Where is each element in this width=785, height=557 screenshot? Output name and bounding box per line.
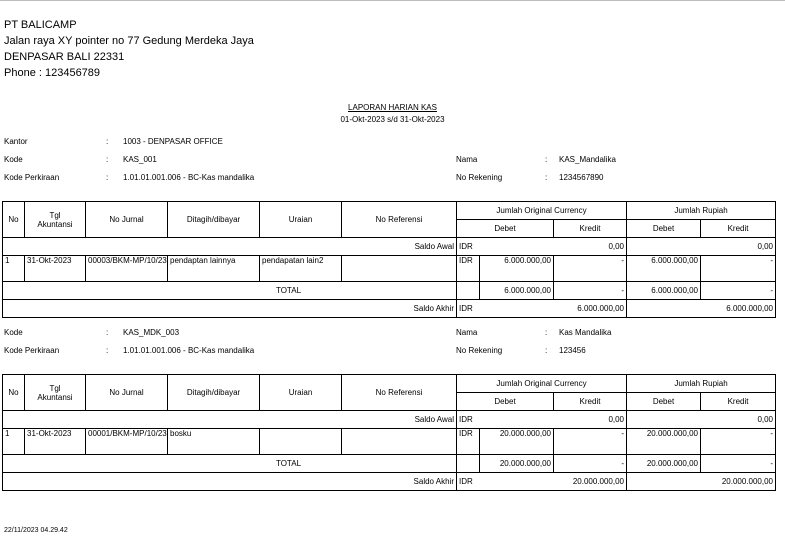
saldo-akhir-label: Saldo Akhir <box>3 473 457 491</box>
total-rp-kredit: - <box>701 455 776 473</box>
no-rekening-colon: : <box>545 173 548 182</box>
col-ditagih-header: Ditagih/dibayar <box>168 375 260 411</box>
total-label: TOTAL <box>3 455 457 473</box>
kode-value: KAS_001 <box>123 155 157 164</box>
row-rp-debet: 6.000.000,00 <box>627 256 701 282</box>
col-ditagih-header: Ditagih/dibayar <box>168 202 260 238</box>
page-top-border <box>0 0 785 1</box>
saldo-akhir-currency: IDR <box>457 473 480 491</box>
total-rp-kredit: - <box>701 282 776 300</box>
saldo-awal-orig-debet <box>480 411 554 429</box>
col-original-currency-header: Jumlah Original Currency <box>457 202 627 220</box>
total-row <box>3 282 776 300</box>
row-uraian: pendapatan lain2 <box>260 256 342 282</box>
no-rekening-label: No Rekening <box>456 346 503 355</box>
nama-value: KAS_Mandalika <box>559 155 616 164</box>
row-orig-debet: 20.000.000,00 <box>480 429 554 455</box>
nama-colon: : <box>545 155 548 164</box>
report-table-kas-mdk-003 <box>2 374 776 491</box>
kode-perkiraan-colon: : <box>106 173 109 182</box>
saldo-akhir-orig-debet <box>480 473 554 491</box>
saldo-akhir-row <box>3 473 776 491</box>
kode-value: KAS_MDK_003 <box>123 328 180 337</box>
total-label: TOTAL <box>3 282 457 300</box>
saldo-akhir-row <box>3 300 776 318</box>
col-rp-kredit-header: Kredit <box>701 220 776 238</box>
total-row <box>3 455 776 473</box>
no-rekening-colon: : <box>545 346 548 355</box>
col-rp-debet-header: Debet <box>627 393 701 411</box>
col-rupiah-header: Jumlah Rupiah <box>627 202 776 220</box>
saldo-akhir-rp-kredit: 20.000.000,00 <box>701 473 776 491</box>
col-orig-debet-header: Debet <box>457 393 554 411</box>
saldo-akhir-orig-kredit: 6.000.000,00 <box>554 300 627 318</box>
col-rupiah-header: Jumlah Rupiah <box>627 375 776 393</box>
row-orig-kredit: - <box>554 429 627 455</box>
col-no-header: No <box>3 202 25 238</box>
col-tgl-header: Tgl Akuntansi <box>25 375 86 411</box>
nama-label: Nama <box>456 155 478 164</box>
saldo-akhir-rp-debet <box>627 300 701 318</box>
report-title: LAPORAN HARIAN KAS <box>348 103 437 112</box>
table-row <box>3 429 776 455</box>
total-orig-kredit: - <box>554 455 627 473</box>
row-no: 1 <box>3 429 25 455</box>
col-no-header: No <box>3 375 25 411</box>
kantor-colon: : <box>106 137 109 146</box>
print-timestamp: 22/11/2023 04.29.42 <box>4 527 68 534</box>
col-orig-kredit-header: Kredit <box>554 393 627 411</box>
saldo-akhir-rp-debet <box>627 473 701 491</box>
row-no-referensi <box>342 429 457 455</box>
saldo-awal-orig-kredit: 0,00 <box>554 238 627 256</box>
row-ditagih: bosku <box>168 429 260 455</box>
col-orig-kredit-header: Kredit <box>554 220 627 238</box>
saldo-akhir-label: Saldo Akhir <box>3 300 457 318</box>
company-address: Jalan raya XY pointer no 77 Gedung Merdeka Jaya <box>4 35 254 47</box>
kode-label: Kode <box>4 328 23 337</box>
row-no-referensi <box>342 256 457 282</box>
saldo-awal-rp-kredit: 0,00 <box>701 238 776 256</box>
kode-colon: : <box>106 155 109 164</box>
saldo-awal-rp-debet <box>627 238 701 256</box>
row-no: 1 <box>3 256 25 282</box>
row-no-jurnal: 00003/BKM-MP/10/23 <box>86 256 168 282</box>
col-original-currency-header: Jumlah Original Currency <box>457 375 627 393</box>
no-rekening-label: No Rekening <box>456 173 503 182</box>
saldo-awal-orig-kredit: 0,00 <box>554 411 627 429</box>
nama-colon: : <box>545 328 548 337</box>
kode-perkiraan-value: 1.01.01.001.006 - BC-Kas mandalika <box>123 346 255 355</box>
company-name: PT BALICAMP <box>4 19 77 31</box>
total-rp-debet: 6.000.000,00 <box>627 282 701 300</box>
row-orig-debet: 6.000.000,00 <box>480 256 554 282</box>
kantor-value: 1003 - DENPASAR OFFICE <box>123 137 223 146</box>
table-row <box>3 256 776 282</box>
saldo-awal-currency: IDR <box>457 411 480 429</box>
kode-colon: : <box>106 328 109 337</box>
col-rp-kredit-header: Kredit <box>701 393 776 411</box>
saldo-awal-orig-debet <box>480 238 554 256</box>
kode-perkiraan-label: Kode Perkiraan <box>4 173 60 182</box>
company-header <box>4 17 254 81</box>
no-rekening-value: 123456 <box>559 346 586 355</box>
col-no-referensi-header: No Referensi <box>342 202 457 238</box>
saldo-awal-rp-kredit: 0,00 <box>701 411 776 429</box>
col-rp-debet-header: Debet <box>627 220 701 238</box>
saldo-awal-label: Saldo Awal <box>3 411 457 429</box>
col-orig-debet-header: Debet <box>457 220 554 238</box>
saldo-awal-row <box>3 238 776 256</box>
row-currency: IDR <box>457 256 480 282</box>
saldo-awal-label: Saldo Awal <box>3 238 457 256</box>
total-orig-debet: 20.000.000,00 <box>480 455 554 473</box>
kode-perkiraan-colon: : <box>106 346 109 355</box>
saldo-akhir-currency: IDR <box>457 300 480 318</box>
row-rp-debet: 20.000.000,00 <box>627 429 701 455</box>
col-tgl-header: Tgl Akuntansi <box>25 202 86 238</box>
total-rp-debet: 20.000.000,00 <box>627 455 701 473</box>
no-rekening-value: 1234567890 <box>559 173 604 182</box>
saldo-akhir-orig-kredit: 20.000.000,00 <box>554 473 627 491</box>
kantor-label: Kantor <box>4 137 28 146</box>
row-currency: IDR <box>457 429 480 455</box>
col-no-jurnal-header: No Jurnal <box>86 375 168 411</box>
total-currency <box>457 455 480 473</box>
company-phone: Phone : 123456789 <box>4 67 101 79</box>
total-currency <box>457 282 480 300</box>
row-uraian <box>260 429 342 455</box>
report-period: 01-Okt-2023 s/d 31-Okt-2023 <box>340 115 445 124</box>
kode-perkiraan-value: 1.01.01.001.006 - BC-Kas mandalika <box>123 173 255 182</box>
row-rp-kredit: - <box>701 256 776 282</box>
nama-value: Kas Mandalika <box>559 328 612 337</box>
total-orig-debet: 6.000.000,00 <box>480 282 554 300</box>
saldo-akhir-rp-kredit: 6.000.000,00 <box>701 300 776 318</box>
total-orig-kredit: - <box>554 282 627 300</box>
saldo-awal-row <box>3 411 776 429</box>
col-uraian-header: Uraian <box>260 202 342 238</box>
saldo-awal-rp-debet <box>627 411 701 429</box>
row-orig-kredit: - <box>554 256 627 282</box>
table-header-row <box>3 202 776 220</box>
row-tgl: 31-Okt-2023 <box>25 256 86 282</box>
row-rp-kredit: - <box>701 429 776 455</box>
row-ditagih: pendaptan lainnya <box>168 256 260 282</box>
col-no-referensi-header: No Referensi <box>342 375 457 411</box>
row-no-jurnal: 00001/BKM-MP/10/23 <box>86 429 168 455</box>
company-city: DENPASAR BALI 22331 <box>4 51 125 63</box>
nama-label: Nama <box>456 328 478 337</box>
saldo-awal-currency: IDR <box>457 238 480 256</box>
kode-perkiraan-label: Kode Perkiraan <box>4 346 60 355</box>
report-table-kas-001 <box>2 201 776 318</box>
saldo-akhir-orig-debet <box>480 300 554 318</box>
kode-label: Kode <box>4 155 23 164</box>
col-uraian-header: Uraian <box>260 375 342 411</box>
col-no-jurnal-header: No Jurnal <box>86 202 168 238</box>
table-header-row <box>3 375 776 393</box>
row-tgl: 31-Okt-2023 <box>25 429 86 455</box>
